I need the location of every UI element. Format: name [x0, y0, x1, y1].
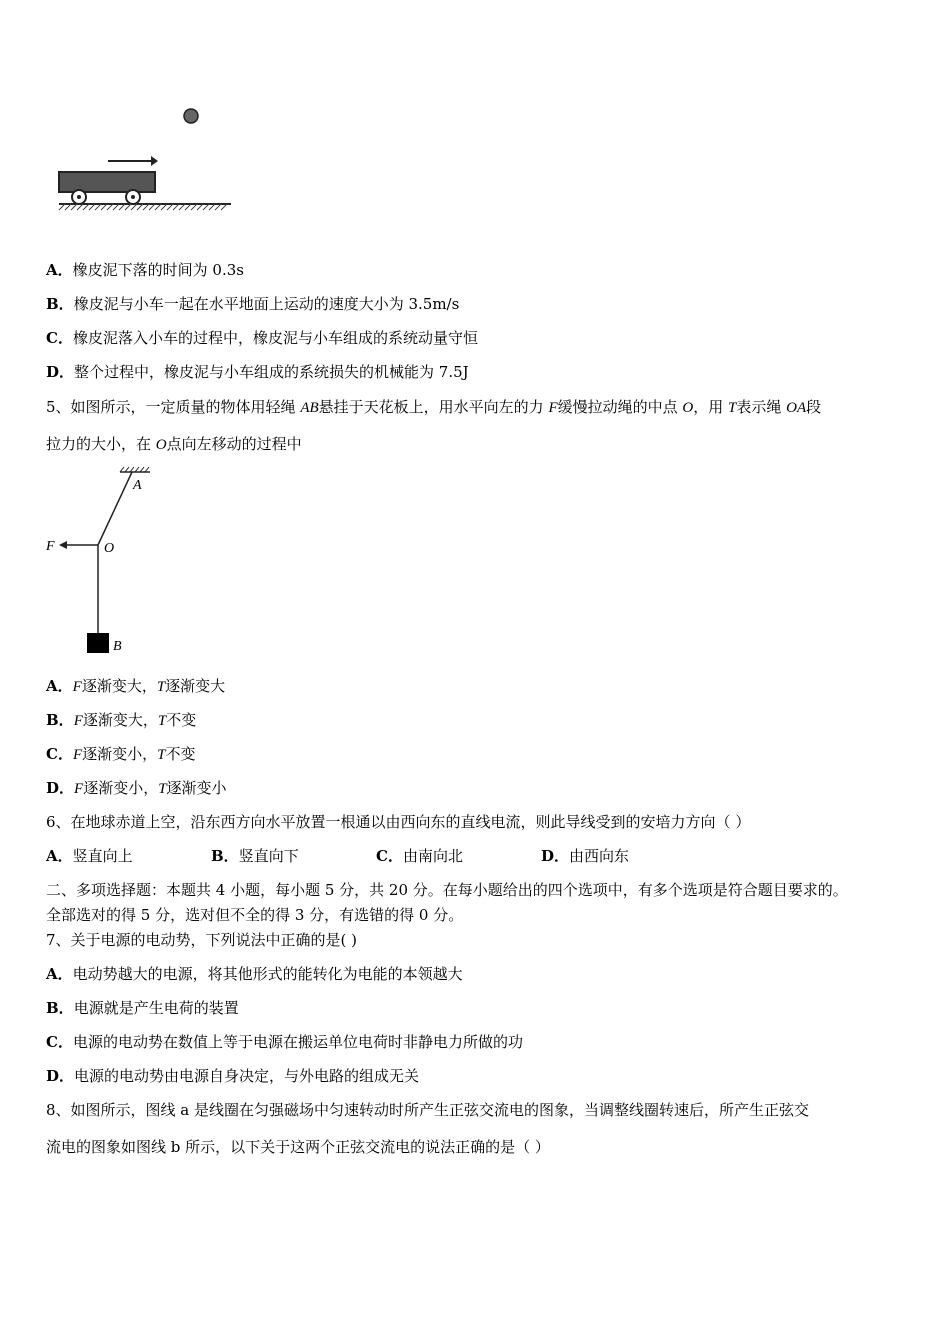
q5-stem-line1: 5、如图所示，一定质量的物体用轻绳 AB悬挂于天花板上，用水平向左的力 F缓慢拉动绳的中点 O，用 T表示绳 OA段	[46, 398, 822, 416]
q5-option-c: C．F逐渐变小，T不变	[46, 745, 196, 763]
velocity-arrow	[108, 156, 158, 166]
q6-option-a: A．竖直向上	[46, 847, 133, 865]
q8-stem-line2: 流电的图象如图线 b 所示，以下关于这两个正弦交流电的说法正确的是（ ）	[46, 1138, 550, 1156]
section2-line2: 全部选对的得 5 分，选对但不全的得 3 分，有选错的得 0 分。	[46, 906, 464, 924]
q4-option-a: A．橡皮泥下落的时间为 0.3s	[46, 261, 244, 279]
putty-ball	[184, 109, 198, 123]
q5-stem-line2: 拉力的大小，在 O点向左移动的过程中	[46, 435, 302, 453]
ceiling	[120, 467, 150, 472]
rope-oa	[98, 472, 132, 545]
q7-option-b: B．电源就是产生电荷的装置	[46, 999, 239, 1017]
section2-line1: 二、多项选择题：本题共 4 小题，每小题 5 分，共 20 分。在每小题给出的四个选项中，有多个选项是符合题目要求的。	[46, 881, 848, 899]
q8-stem-line1: 8、如图所示，图线 a 是线圈在匀强磁场中匀速转动时所产生正弦交流电的图象，当调整线圈转速后，所产生正弦交	[46, 1101, 810, 1119]
label-f: F	[46, 539, 55, 554]
q6-option-c: C．由南向北	[376, 847, 463, 865]
ground	[59, 204, 231, 210]
label-b: B	[113, 639, 122, 654]
q6-stem: 6、在地球赤道上空，沿东西方向水平放置一根通以由西向东的直线电流，则此导线受到的安培力方向（ ）	[46, 813, 751, 831]
q7-stem: 7、关于电源的电动势，下列说法中正确的是( )	[46, 931, 358, 949]
force-arrow	[59, 541, 98, 549]
q4-option-d: D．整个过程中，橡皮泥与小车组成的系统损失的机械能为 7.5J	[46, 363, 469, 381]
q4-option-b: B．橡皮泥与小车一起在水平地面上运动的速度大小为 3.5m/s	[46, 295, 460, 313]
label-a: A	[133, 478, 142, 493]
cart	[59, 172, 155, 204]
q5-option-a: A．F逐渐变大，T逐渐变大	[46, 677, 226, 695]
q6-option-b: B．竖直向下	[211, 847, 299, 865]
cart-figure	[55, 100, 240, 220]
q5-option-d: D．F逐渐变小，T逐渐变小	[46, 779, 227, 797]
q7-option-d: D．电源的电动势由电源自身决定，与外电路的组成无关	[46, 1067, 420, 1085]
q4-option-c: C．橡皮泥落入小车的过程中，橡皮泥与小车组成的系统动量守恒	[46, 329, 478, 347]
block-b	[87, 633, 109, 653]
q7-option-a: A．电动势越大的电源，将其他形式的能转化为电能的本领越大	[46, 965, 463, 983]
q5-option-b: B．F逐渐变大，T不变	[46, 711, 197, 729]
rope-figure	[40, 462, 180, 662]
label-o: O	[104, 541, 115, 556]
q6-option-d: D．由西向东	[541, 847, 630, 865]
q7-option-c: C．电源的电动势在数值上等于电源在搬运单位电荷时非静电力所做的功	[46, 1033, 523, 1051]
